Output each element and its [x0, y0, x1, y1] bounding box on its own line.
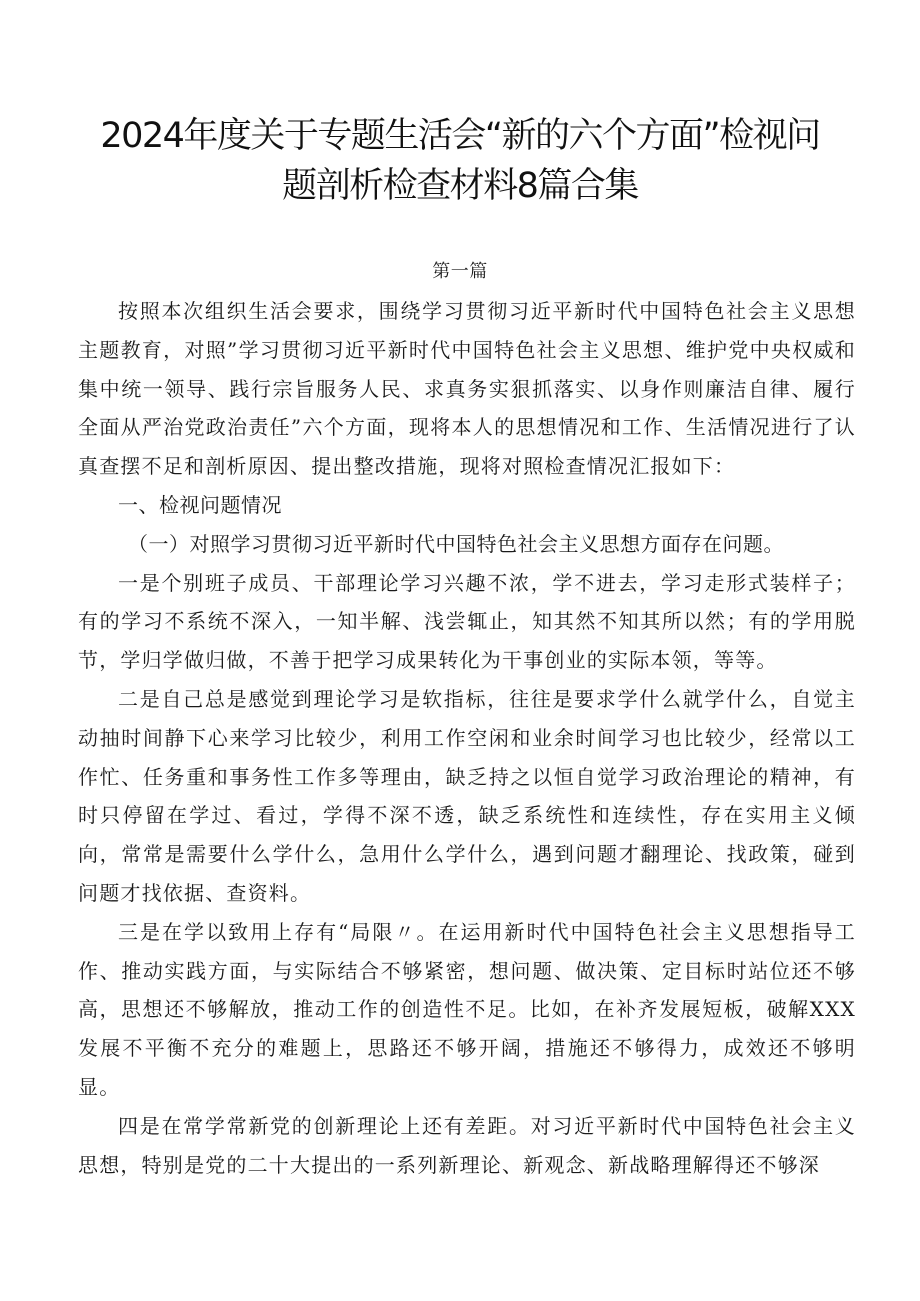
section-label: 第一篇: [432, 261, 488, 282]
point-paragraph-2: 二是自己总是感觉到理论学习是软指标，往往是要求学什么就学什么，自觉主动抽时间静下心来学习比较少，利用工作空闲和业余时间学习也比较少，经常以工作忙、任务重和事务性工作多等理由，缺乏持之以恒自觉学习政治理论的精神，有时只停留在学过、看过，学得不深不透，缺乏系统性和连续性，存在实用主义倾向，常常是需要什么学什么，急用什么学什么，遇到问题才翻理论、找政策，碰到问题才找依据、查资料。: [78, 686, 856, 905]
document-title-line-1: 2024年度关于专题生活会“新的六个方面”检视问: [100, 116, 820, 156]
document-body: [78, 292, 856, 1184]
document-title-line-2: 题剖析检查材料8篇合集: [282, 166, 638, 206]
heading-level-1: 一、检视问题情况: [118, 492, 282, 517]
point-paragraph-3: 三是在学以致用上存有“局限〃。在运用新时代中国特色社会主义思想指导工作、推动实践方面，与实际结合不够紧密，想问题、做决策、定目标时站位还不够高，思想还不够解放，推动工作的创造性不足。比如，在补齐发展短板，破解XXX发展不平衡不充分的难题上，思路还不够开阔，措施还不够得力，成效还不够明显。: [78, 919, 856, 1099]
heading-level-2: （一）对照学习贯彻习近平新时代中国特色社会主义思想方面存在问题。: [128, 531, 784, 556]
intro-paragraph: 按照本次组织生活会要求，围绕学习贯彻习近平新时代中国特色社会主义思想主题教育，对照”学习贯彻习近平新时代中国特色社会主义思想、维护党中央权威和集中统一领导、践行宗旨服务人民、求真务实狠抓落实、以身作则廉洁自律、履行全面从严治党政治责任”六个方面，现将本人的思想情况和工作、生活情况进行了认真查摆不足和剖析原因、提出整改措施，现将对照检查情况汇报如下：: [78, 299, 856, 479]
point-paragraph-1: 一是个别班子成员、干部理论学习兴趣不浓，学不进去，学习走形式装样子；有的学习不系统不深入，一知半解、浅尝辄止，知其然不知其所以然；有的学用脱节，学归学做归做，不善于把学习成果转化为干事创业的实际本领，等等。: [78, 570, 856, 673]
point-paragraph-4: 四是在常学常新党的创新理论上还有差距。对习近平新时代中国特色社会主义思想，特别是党的二十大提出的一系列新理论、新观念、新战略理解得还不够深: [78, 1113, 856, 1177]
